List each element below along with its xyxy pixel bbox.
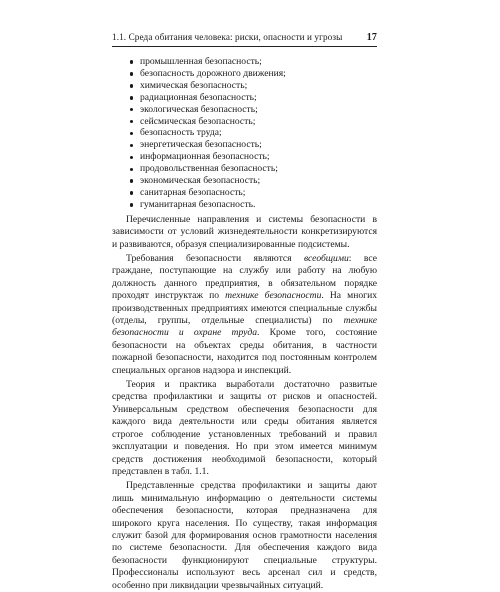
list-item: энергетическая безопасность; [130,139,377,151]
paragraph-theory-practice: Теория и практика выработали достаточно развитые средства профилактики и защиты от рисков и опасностей. Универсальным средством обеспечения безопасности для каждого вида деятельности или среды обитания является строгое соблюдение установленных требований и правил эксплуатации и поведения. Но при этом имеется минимум средств достижения необходимой безопасности, который представлен в табл. 1.1. [112,379,377,477]
list-item: безопасность труда; [130,127,377,139]
emphasis-labor-protection: технике безопасности и охране труда [112,315,377,339]
text-run: . На многих производственных предприятиях имеются специальные службы (отделы, группы, отдельные специалисты) по [112,290,378,327]
list-item: санитарная безопасность; [130,187,377,199]
list-item: радиационная безопасность; [130,92,377,104]
list-item: химическая безопасность; [130,80,377,92]
text-run: : все граждане, поступающие на службу или работу на любую должность данного предприятия, в обязательном порядке проходят инструктаж по [112,253,377,302]
text-run: . Кроме того, состояние безопасности на объектах среды обитания, в частности пожарной безопасности, находится под постоянным контролем специальных органов надзора и инспекций. [112,327,377,376]
page-number: 17 [366,32,377,43]
list-item: промышленная безопасность; [130,56,377,68]
list-item: экономическая безопасность; [130,175,377,187]
running-head [112,32,377,47]
list-item: безопасность дорожного движения; [130,68,377,80]
list-item: информационная безопасность; [130,151,377,163]
safety-types-list [112,56,377,211]
text-run: Требования безопасности являются [126,253,305,264]
section-title: 1.1. Среда обитания человека: риски, опасности и угрозы [112,32,343,42]
emphasis-universal: всеобщими [304,253,349,264]
list-item: продовольственная безопасность; [130,163,377,175]
list-item: гуманитарная безопасность. [130,199,377,211]
paragraph-requirements [112,253,377,377]
list-item: сейсмическая безопасность; [130,116,377,128]
paragraph-subsystems: Перечисленные направления и системы безопасности в зависимости от условий жизнедеятельности конкретизируются и развиваются, образуя специализированные подсистемы. [112,213,377,250]
emphasis-safety-engineering: технике безопасности [225,290,322,302]
paragraph-protection-means: Представленные средства профилактики и защиты дают лишь минимальную информацию о деятельности системы обеспечения безопасности, которая предназначена для широкого круга населения. По существу, такая информация служит базой для формирования основ грамотности населения по системе безопасности. Для обеспечения каждого вида безопасности функционируют специальные структуры. Профессионалы используют весь арсенал сил и средств, особенно при ликвидации чрезвычайных ситуаций. [112,480,377,591]
list-item: экологическая безопасность; [130,104,377,116]
